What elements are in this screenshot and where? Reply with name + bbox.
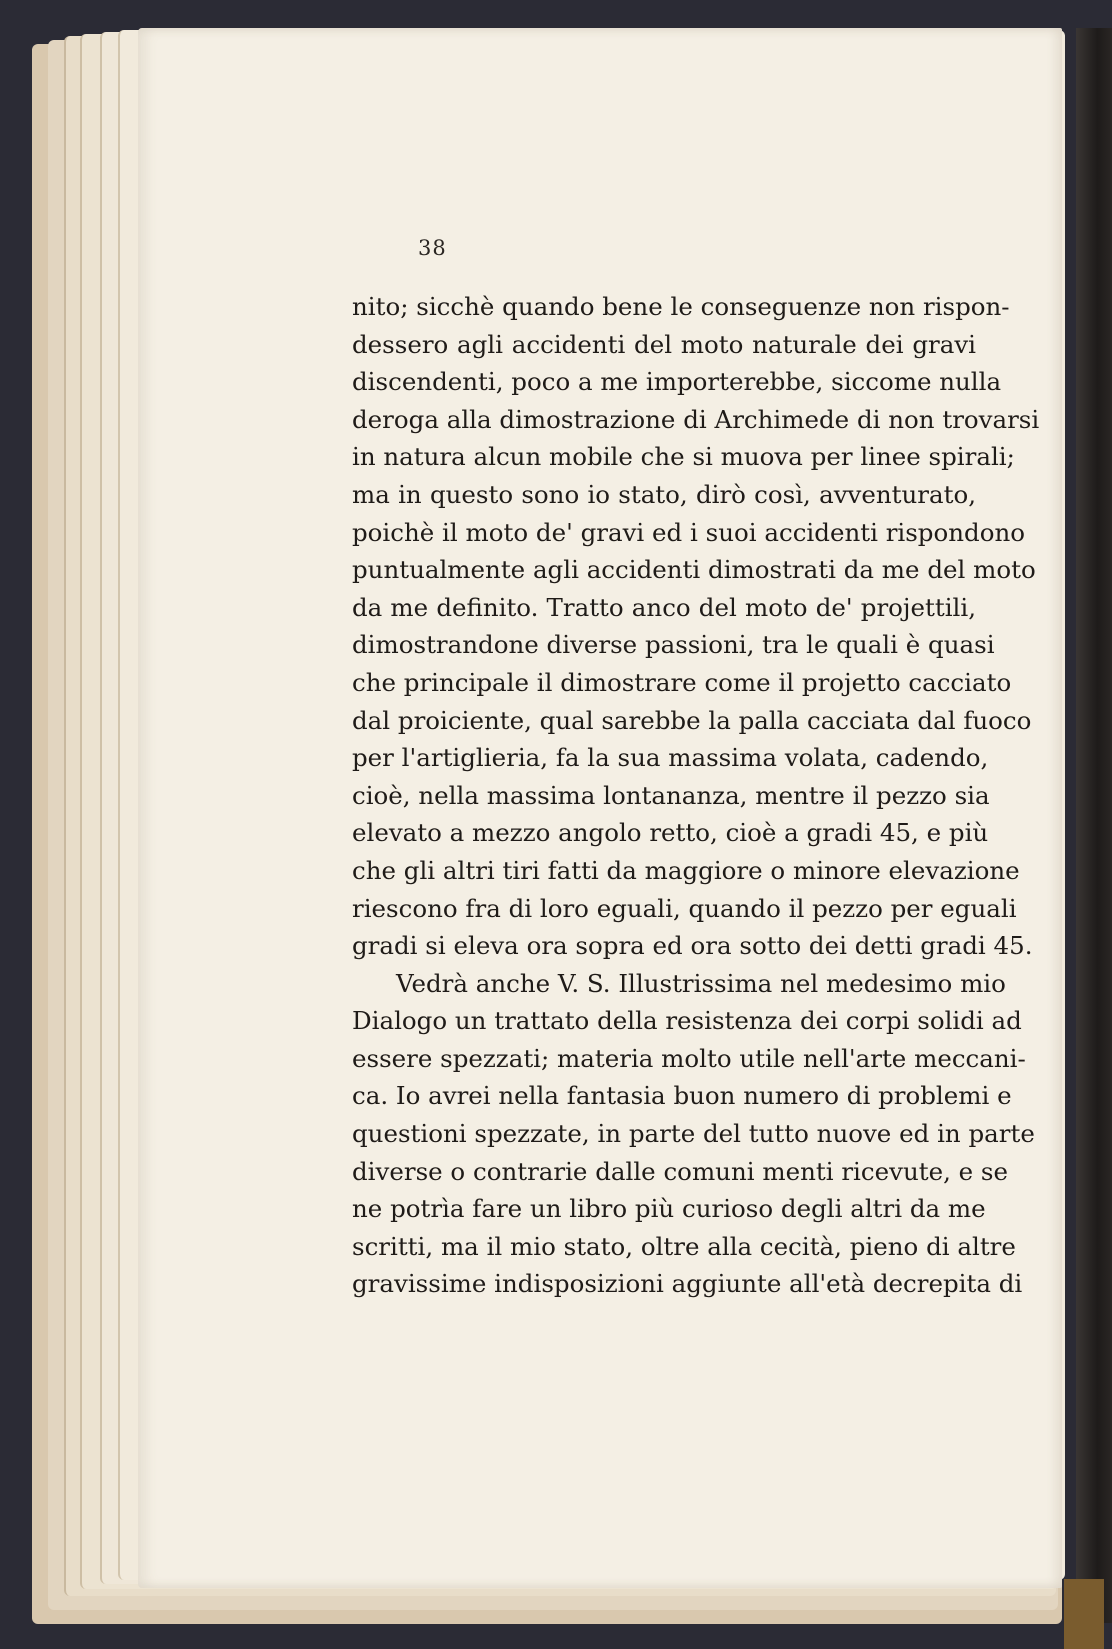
text-line: deroga alla dimostrazione di Archimede di non trovarsi <box>352 404 1040 434</box>
text-line: discendenti, poco a me importerebbe, siccome nulla <box>352 367 1002 397</box>
text-line: gravissime indisposizioni aggiunte all'età decrepita di <box>352 1269 1023 1299</box>
text-line: che gli altri tiri fatti da maggiore o minore elevazione <box>352 855 1020 885</box>
text-line: riescono fra di loro eguali, quando il pezzo per eguali <box>352 893 1017 923</box>
page-number: 38 <box>418 236 447 260</box>
text-line: ma in questo sono io stato, dirò così, avventurato, <box>352 479 976 509</box>
text-line: puntualmente agli accidenti dimostrati da me del moto <box>352 555 1036 585</box>
binding-tab <box>1064 1579 1104 1649</box>
paragraph-start-line: Vedrà anche V. S. Illustrissima nel medesimo mio <box>396 968 1006 998</box>
book-page <box>138 28 1062 1588</box>
book-binding <box>1076 28 1112 1623</box>
text-line: poichè il moto de' gravi ed i suoi accidenti rispondono <box>352 517 1025 547</box>
text-line: questioni spezzate, in parte del tutto nuove ed in parte <box>352 1119 1035 1149</box>
text-line: dessero agli accidenti del moto naturale dei gravi <box>352 329 976 359</box>
text-line: che principale il dimostrare come il projetto cacciato <box>352 667 1012 697</box>
text-line: dimostrandone diverse passioni, tra le quali è quasi <box>352 630 995 660</box>
text-line: nito; sicchè quando bene le conseguenze non rispon- <box>352 292 1010 321</box>
text-line: ca. Io avrei nella fantasia buon numero di problemi e <box>352 1081 1012 1111</box>
text-line: per l'artiglieria, fa la sua massima volata, cadendo, <box>352 743 989 773</box>
text-line: cioè, nella massima lontananza, mentre il pezzo sia <box>352 780 990 810</box>
text-line: elevato a mezzo angolo retto, cioè a gradi 45, e più <box>352 818 989 848</box>
text-line: gradi si eleva ora sopra ed ora sotto dei detti gradi 45. <box>352 931 1033 961</box>
text-line: in natura alcun mobile che si muova per linee spirali; <box>352 442 1015 472</box>
text-line: scritti, ma il mio stato, oltre alla cecità, pieno di altre <box>352 1231 1016 1261</box>
text-line: diverse o contrarie dalle comuni menti ricevute, e se <box>352 1156 1008 1186</box>
text-line: dal proiciente, qual sarebbe la palla cacciata dal fuoco <box>352 705 1032 735</box>
text-line: da me definito. Tratto anco del moto de' projettili, <box>352 592 976 622</box>
text-line: ne potrìa fare un libro più curioso degli altri da me <box>352 1194 986 1224</box>
text-line: Dialogo un trattato della resistenza dei corpi solidi ad <box>352 1006 1022 1036</box>
body-text <box>352 288 1040 1303</box>
text-line: essere spezzati; materia molto utile nell'arte meccani- <box>352 1043 1026 1073</box>
